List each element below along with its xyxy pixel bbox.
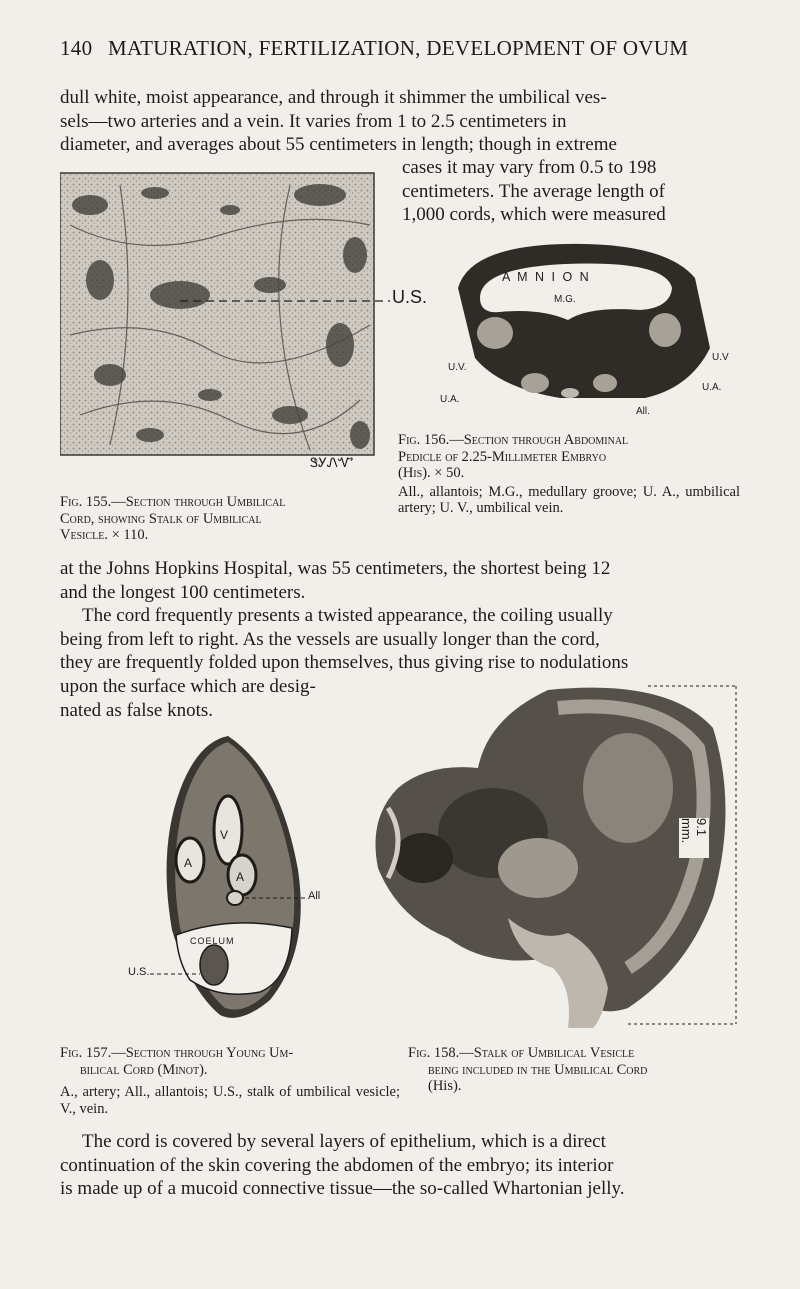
figure-157 (128, 730, 350, 1030)
label-us: U.S. (128, 966, 150, 978)
figure-158 (368, 668, 740, 1028)
text-line: The cord frequently presents a twisted appearance, the coiling usually (82, 605, 613, 626)
label-ua-left: U.A. (440, 394, 460, 405)
caption-line: Fig. 157.—Section through Young Um- (60, 1045, 294, 1061)
text-line: cases it may vary from 0.5 to 198 (402, 157, 657, 178)
label-a-upper: A (184, 856, 193, 870)
caption-line: bilical Cord (Minot). (80, 1061, 208, 1078)
page-number: 140 (60, 36, 93, 60)
caption-line: (His). (428, 1078, 462, 1094)
caption-line: Cord, showing Stalk of Umbilical (60, 510, 262, 527)
label-us: U.S. (392, 287, 428, 307)
text-line: and the longest 100 centimeters. (60, 581, 306, 603)
text-line: nated as false knots. (60, 699, 214, 721)
label-ua-right: U.A. (702, 382, 722, 393)
text-line: centimeters. The average length of (402, 180, 665, 202)
label-amnion: A M N I O N (502, 270, 591, 284)
paragraph-1-wrap (402, 156, 738, 227)
label-v: V (220, 828, 229, 842)
paragraph-1-full (60, 86, 738, 157)
label-all: All (308, 890, 321, 902)
caption-line: Fig. 155.—Section through Umbilical (60, 494, 286, 510)
label-uv-right: U.V (712, 352, 729, 363)
text-line: they are frequently folded upon themselves, thus giving rise to nodulations (60, 652, 629, 673)
caption-line: Fig. 156.—Section through Abdominal (398, 432, 629, 448)
text-line: at the Johns Hopkins Hospital, was 55 centimeters, the shortest being 12 (60, 558, 611, 579)
label-mg: M.G. (554, 294, 576, 305)
label-a-lower: A (236, 870, 245, 884)
running-title: MATURATION, FERTILIZATION, DEVELOPMENT OF OVUM (107, 36, 689, 60)
engraver-signature: ᏕᎩᏁᏉ (310, 455, 354, 470)
caption-line: Fig. 158.—Stalk of Umbilical Vesicle (408, 1045, 635, 1061)
text-line: dull white, moist appearance, and through it shimmer the umbilical ves- (60, 87, 607, 108)
figure-156-caption (398, 432, 740, 517)
label-coelum: COELUM (190, 936, 235, 946)
caption-legend: A., artery; All., allantois; U.S., stalk of umbilical vesicle; V., vein. (60, 1084, 400, 1117)
figure-155-caption (60, 494, 390, 544)
caption-line: Vesicle. × 110. (60, 527, 149, 543)
scale-label: 9.1 mm. (679, 818, 709, 858)
paragraph-3-wrap (60, 675, 360, 722)
figure-157-caption (60, 1045, 400, 1117)
text-line: sels—two arteries and a vein. It varies from 1 to 2.5 centimeters in (60, 110, 567, 132)
running-header (60, 36, 750, 61)
caption-line: being included in the Umbilical Cord (428, 1061, 648, 1078)
figure-158-caption (408, 1045, 748, 1095)
paragraph-4 (60, 1130, 738, 1201)
text-line: is made up of a mucoid connective tissue—the so-called Whartonian jelly. (60, 1178, 625, 1199)
label-all: All. (636, 406, 650, 417)
label-uv-left: U.V. (448, 362, 467, 373)
abdominal-pedicle-section-image (440, 238, 740, 398)
caption-legend: All., allantois; M.G., medullary groove; U. A., umbilical artery; U. V., umbilical vein. (398, 483, 740, 516)
caption-line: (His). × 50. (398, 465, 465, 481)
text-line: being from left to right. As the vessels are usually longer than the cord, (60, 628, 600, 650)
umbilical-cord-section-image (60, 165, 390, 487)
text-line: The cord is covered by several layers of epithelium, which is a direct (82, 1131, 606, 1152)
text-line: diameter, and averages about 55 centimeters in length; though in extreme (60, 134, 617, 155)
caption-line: Pedicle of 2.25-Millimeter Embryo (398, 448, 607, 465)
young-umbilical-cord-section-image (150, 730, 350, 1030)
paragraph-2 (60, 557, 738, 675)
text-line: continuation of the skin covering the abdomen of the embryo; its interior (60, 1154, 614, 1176)
text-line: upon the surface which are desig- (60, 676, 316, 697)
text-line: 1,000 cords, which were measured (402, 204, 666, 225)
figure-155 (60, 165, 428, 487)
figure-156 (440, 238, 740, 417)
